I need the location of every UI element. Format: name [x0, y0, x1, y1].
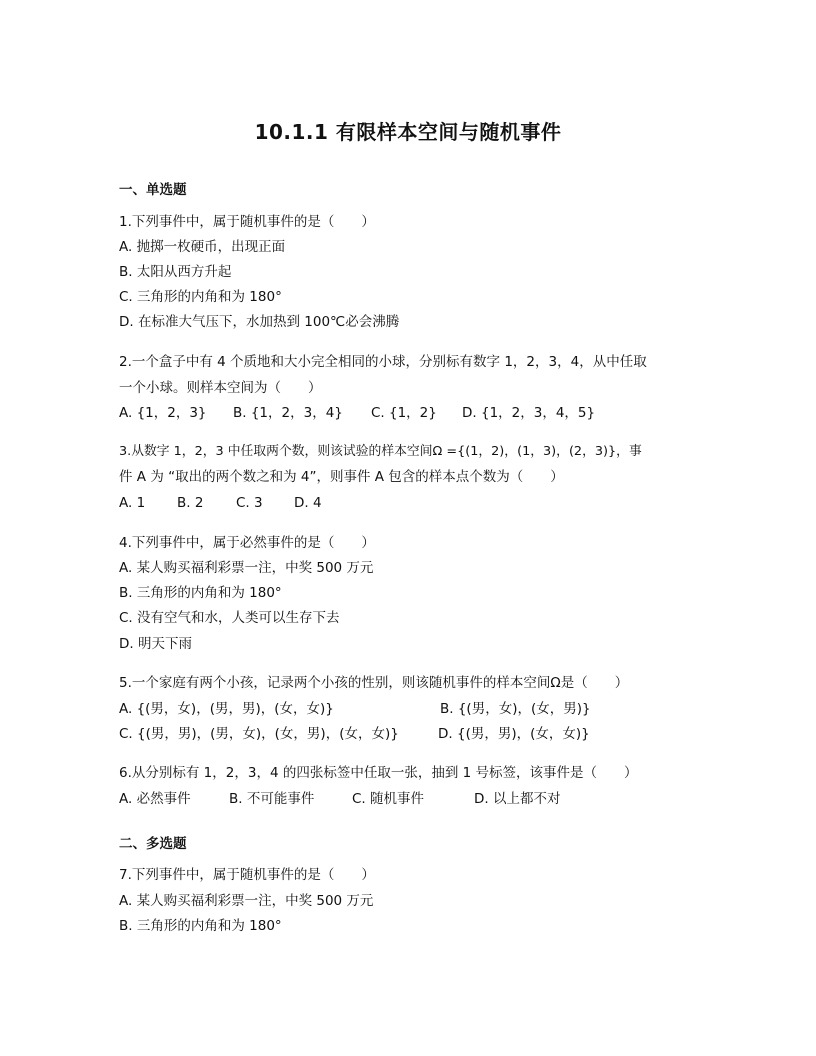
question-4-option-b: B. 三角形的内角和为 180°: [119, 585, 282, 601]
question-5-stem: 5.一个家庭有两个小孩，记录两个小孩的性别，则该随机事件的样本空间Ω是（ ）: [119, 675, 629, 691]
question-4-option-d: D. 明天下雨: [119, 636, 192, 652]
question-4-option-c: C. 没有空气和水，人类可以生存下去: [119, 610, 340, 626]
question-3-option-b: B. 2: [177, 495, 204, 511]
question-2-option-a: A. {1，2，3}: [119, 405, 207, 421]
question-3-stem-line-2: 件 A 为 “取出的两个数之和为 4”，则事件 A 包含的样本点个数为（ ）: [119, 469, 564, 485]
question-5-option-b: B. {(男，女)，(女，男)}: [440, 701, 591, 717]
section-heading-multiple-choice: 二、多选题: [119, 836, 187, 852]
question-6-option-b: B. 不可能事件: [229, 791, 315, 807]
question-6-option-d: D. 以上都不对: [474, 791, 561, 807]
question-6-option-a: A. 必然事件: [119, 791, 191, 807]
question-1-option-d: D. 在标准大气压下，水加热到 100℃必会沸腾: [119, 314, 400, 330]
question-2-option-b: B. {1，2，3，4}: [233, 405, 343, 421]
question-2-stem-line-1: 2.一个盒子中有 4 个质地和大小完全相同的小球，分别标有数字 1，2，3，4，从中任取: [119, 354, 647, 370]
question-5-option-a: A. {(男，女)，(男，男)，(女，女)}: [119, 701, 334, 717]
question-3-option-c: C. 3: [236, 495, 263, 511]
question-7-option-a: A. 某人购买福利彩票一注，中奖 500 万元: [119, 893, 374, 909]
question-4-option-a: A. 某人购买福利彩票一注，中奖 500 万元: [119, 560, 374, 576]
question-5-option-c: C. {(男，男)，(男，女)，(女，男)，(女，女)}: [119, 726, 399, 742]
question-7-option-b: B. 三角形的内角和为 180°: [119, 918, 282, 934]
question-4-stem: 4.下列事件中，属于必然事件的是（ ）: [119, 535, 375, 551]
section-heading-single-choice: 一、单选题: [119, 182, 187, 198]
page-title: 10.1.1 有限样本空间与随机事件: [254, 120, 562, 144]
question-2-option-d: D. {1，2，3，4，5}: [462, 405, 596, 421]
question-1-option-a: A. 抛掷一枚硬币，出现正面: [119, 239, 286, 255]
question-1-option-b: B. 太阳从西方升起: [119, 264, 232, 280]
question-3-option-d: D. 4: [294, 495, 322, 511]
question-6-option-c: C. 随机事件: [352, 791, 425, 807]
question-2-option-c: C. {1，2}: [371, 405, 437, 421]
question-1-stem: 1.下列事件中，属于随机事件的是（ ）: [119, 214, 375, 230]
question-6-stem: 6.从分别标有 1，2，3，4 的四张标签中任取一张，抽到 1 号标签，该事件是（ ）: [119, 765, 638, 781]
question-5-option-d: D. {(男，男)，(女，女)}: [438, 726, 590, 742]
question-2-stem-line-2: 一个小球。则样本空间为（ ）: [119, 380, 322, 396]
question-1-option-c: C. 三角形的内角和为 180°: [119, 289, 282, 305]
question-3-stem-line-1: 3.从数字 1，2，3 中任取两个数，则该试验的样本空间Ω ={(1，2)，(1，3)，(2，3)}，事: [119, 444, 642, 459]
question-3-option-a: A. 1: [119, 495, 146, 511]
question-7-stem: 7.下列事件中，属于随机事件的是（ ）: [119, 867, 375, 883]
